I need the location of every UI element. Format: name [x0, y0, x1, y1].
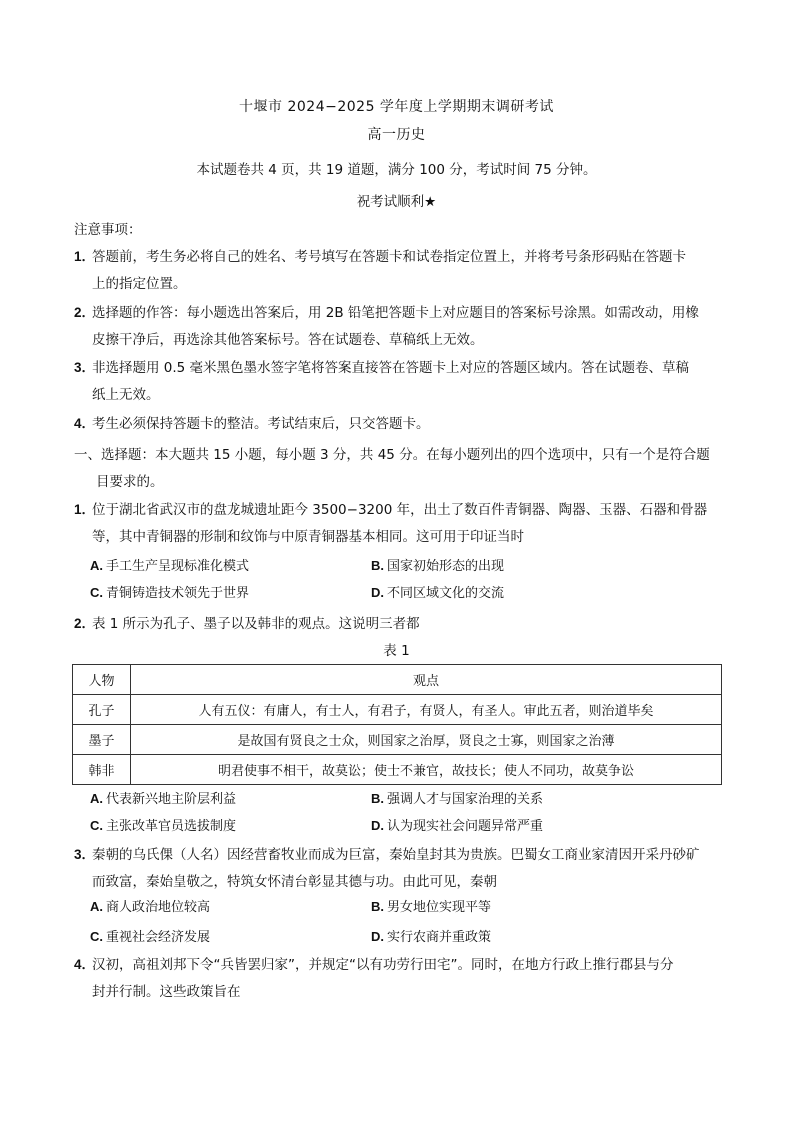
- notice-item-text: 非选择题用 0.5 毫米黑色墨水签字笔将答案直接答在答题卡上对应的答题区域内。答在试题卷、草稿: [92, 360, 690, 376]
- notice-item-text: 上的指定位置。: [92, 276, 187, 292]
- notice-item-text: 选择题的作答：每小题选出答案后，用 2B 铅笔把答题卡上对应题目的答案标号涂黑。如需改动，用橡: [92, 305, 699, 321]
- subject-title: 高一历史: [367, 127, 426, 143]
- notice-item-text: 答题前，考生务必将自己的姓名、考号填写在答题卡和试卷指定位置上，并将考号条形码贴在答题卡: [92, 249, 686, 265]
- option-text: 手工生产呈现标准化模式: [106, 559, 250, 574]
- option-b: [371, 788, 543, 807]
- question-number: 2．: [74, 616, 96, 631]
- question-number: 1．: [74, 502, 96, 517]
- table-caption: 表 1: [383, 643, 410, 659]
- option-label: B.: [371, 791, 384, 806]
- question-stem: 封并行制。这些政策旨在: [92, 984, 241, 1000]
- notice-item-text: 考生必须保持答题卡的整洁。考试结束后，只交答题卡。: [92, 416, 430, 432]
- option-text: 重视社会经济发展: [106, 930, 211, 945]
- option-label: C.: [90, 818, 103, 833]
- option-label: A.: [90, 899, 103, 914]
- header-person: 人物: [73, 665, 131, 695]
- person-cell: 韩非: [73, 755, 131, 785]
- option-text: 实行农商并重政策: [387, 930, 492, 945]
- paper-info: 本试题卷共 4 页，共 19 道题，满分 100 分，考试时间 75 分钟。: [196, 162, 597, 178]
- option-label: A.: [90, 558, 103, 573]
- option-label: B.: [371, 899, 384, 914]
- option-label: C.: [90, 585, 103, 600]
- option-label: A.: [90, 791, 103, 806]
- option-b: [371, 555, 504, 574]
- option-text: 商人政治地位较高: [106, 900, 211, 915]
- view-cell: 人有五仪：有庸人，有士人，有君子，有贤人，有圣人。审此五者，则治道毕矣: [131, 695, 722, 725]
- notice-item-number: 2．: [74, 305, 96, 320]
- table-header-row: [73, 665, 722, 695]
- option-d: [371, 926, 491, 945]
- question-stem: 等，其中青铜器的形制和纹饰与中原青铜器基本相同。这可用于印证当时: [92, 529, 524, 545]
- notice-item-number: 4．: [74, 416, 96, 431]
- option-a: [90, 555, 249, 574]
- option-label: D.: [371, 929, 384, 944]
- option-c: [90, 926, 210, 945]
- section-heading: 一、选择题：本大题共 15 小题，每小题 3 分，共 45 分。在每小题列出的四个选项中，只有一个是符合题: [74, 447, 710, 463]
- notice-item-number: 3．: [74, 360, 96, 375]
- option-label: D.: [371, 585, 384, 600]
- exam-title: 十堰市 2024−2025 学年度上学期期末调研考试: [239, 99, 554, 115]
- option-label: C.: [90, 929, 103, 944]
- view-cell: 明君使事不相干，故莫讼；使士不兼官，故技长；使人不同功，故莫争讼: [131, 755, 722, 785]
- option-c: [90, 815, 236, 834]
- option-text: 青铜铸造技术领先于世界: [106, 586, 250, 601]
- option-c: [90, 582, 249, 601]
- option-label: B.: [371, 558, 384, 573]
- notice-heading: 注意事项：: [74, 222, 142, 238]
- option-d: [371, 582, 504, 601]
- table-row: [73, 725, 722, 755]
- table-row: [73, 695, 722, 725]
- option-text: 代表新兴地主阶层利益: [106, 792, 237, 807]
- table-row: [73, 755, 722, 785]
- blessing: 祝考试顺利★: [356, 194, 437, 210]
- question-stem: 位于湖北省武汉市的盘龙城遗址距今 3500−3200 年，出土了数百件青铜器、陶器、玉器、石器和骨器: [92, 502, 708, 518]
- person-cell: 墨子: [73, 725, 131, 755]
- question-number: 3．: [74, 847, 96, 862]
- view-cell: 是故国有贤良之士众，则国家之治厚，贤良之士寡，则国家之治薄: [131, 725, 722, 755]
- header-view: 观点: [131, 665, 722, 695]
- option-text: 认为现实社会问题异常严重: [387, 819, 544, 834]
- option-label: D.: [371, 818, 384, 833]
- question-stem: 表 1 所示为孔子、墨子以及韩非的观点。这说明三者都: [92, 616, 420, 632]
- section-heading-continued: 目要求的。: [96, 474, 164, 490]
- option-text: 不同区域文化的交流: [387, 586, 505, 601]
- option-text: 强调人才与国家治理的关系: [387, 792, 544, 807]
- notice-item-text: 皮擦干净后，再选涂其他答案标号。答在试题卷、草稿纸上无效。: [92, 332, 484, 348]
- question-stem: 秦朝的乌氏倮（人名）因经营畜牧业而成为巨富，秦始皇封其为贵族。巴蜀女工商业家清因开采丹砂矿: [92, 847, 700, 863]
- option-text: 国家初始形态的出现: [387, 559, 505, 574]
- option-a: [90, 896, 210, 915]
- option-b: [371, 896, 491, 915]
- notice-item-number: 1．: [74, 249, 96, 264]
- option-text: 主张改革官员选拔制度: [106, 819, 237, 834]
- question-stem: 汉初，高祖刘邦下令“兵皆罢归家”，并规定“以有功劳行田宅”。同时，在地方行政上推行郡县与分: [92, 957, 674, 973]
- option-text: 男女地位实现平等: [387, 900, 492, 915]
- notice-item-text: 纸上无效。: [92, 387, 160, 403]
- views-table: [72, 664, 722, 785]
- option-a: [90, 788, 236, 807]
- question-number: 4．: [74, 957, 96, 972]
- option-d: [371, 815, 543, 834]
- person-cell: 孔子: [73, 695, 131, 725]
- question-stem: 而致富，秦始皇敬之，特筑女怀清台彰显其德与功。由此可见，秦朝: [92, 874, 497, 890]
